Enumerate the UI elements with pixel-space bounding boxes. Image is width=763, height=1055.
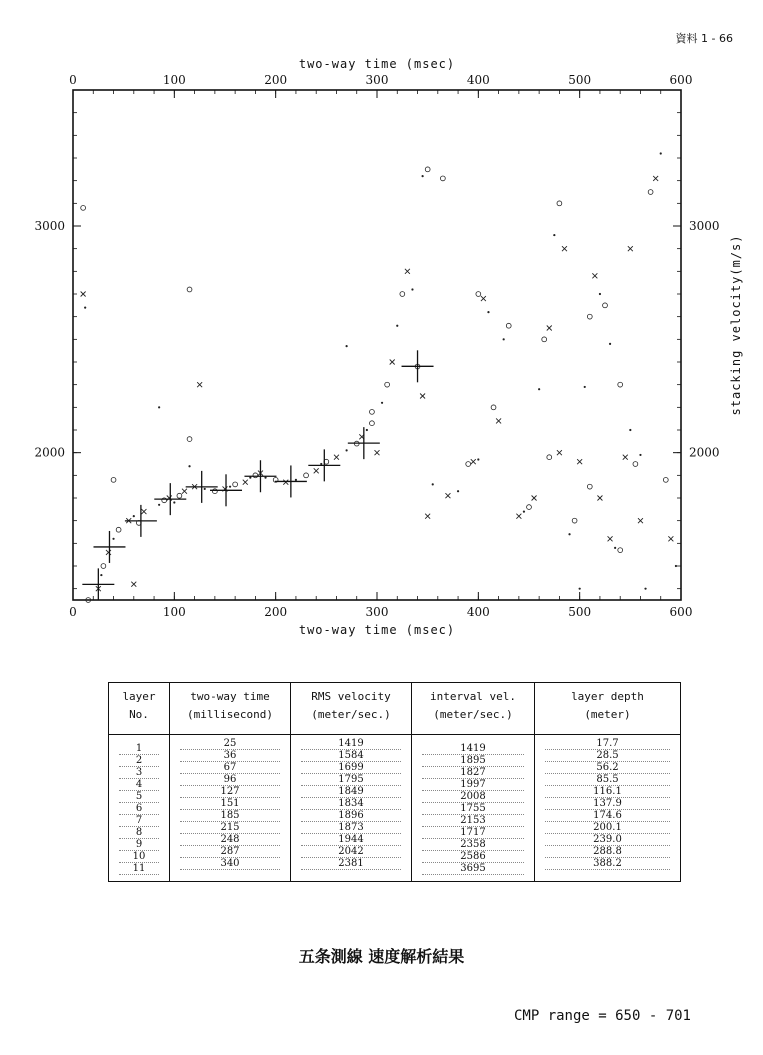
cell-value: 96 xyxy=(221,774,240,785)
semblance-cross xyxy=(131,582,136,587)
semblance-cross xyxy=(471,459,476,464)
semblance-cross xyxy=(638,518,643,523)
cell-value: 1834 xyxy=(335,798,366,809)
semblance-dot xyxy=(112,538,114,540)
x-tick-label-top: 500 xyxy=(568,73,592,87)
column-header-line: two-way time xyxy=(190,690,270,703)
semblance-cross xyxy=(390,360,395,365)
semblance-circle xyxy=(491,405,496,410)
cell-value: 11 xyxy=(130,863,149,874)
table-cell xyxy=(180,846,280,858)
column-header-line: layer xyxy=(122,690,156,703)
layer-column xyxy=(109,735,170,882)
cell-value: 2008 xyxy=(457,791,488,802)
cell-value: 248 xyxy=(217,834,242,845)
cell-value: 10 xyxy=(130,851,149,862)
semblance-circle xyxy=(476,292,481,297)
column-header-line: (millisecond) xyxy=(186,708,274,721)
table-cell xyxy=(301,738,401,750)
cell-value: 1827 xyxy=(457,767,488,778)
column-header-line: interval vel. xyxy=(429,690,517,703)
x-tick-label-top: 600 xyxy=(669,73,693,87)
semblance-dot xyxy=(660,152,662,154)
semblance-circle xyxy=(557,201,562,206)
semblance-dot xyxy=(84,307,86,309)
cell-value: 7 xyxy=(133,815,145,826)
axis-labels xyxy=(34,57,743,637)
semblance-circle xyxy=(370,421,375,426)
x-tick-label-top: 200 xyxy=(264,73,288,87)
semblance-cross xyxy=(106,550,111,555)
table-cell xyxy=(422,851,524,863)
cell-value: 1717 xyxy=(457,827,488,838)
cell-value: 85.5 xyxy=(593,774,621,785)
semblance-cross xyxy=(81,292,86,297)
semblance-dot xyxy=(396,325,398,327)
semblance-cross xyxy=(577,459,582,464)
semblance-cross xyxy=(445,493,450,498)
x-tick-label-top: 0 xyxy=(69,73,77,87)
semblance-cross xyxy=(314,468,319,473)
semblance-circle xyxy=(618,548,623,553)
table-cell xyxy=(119,839,159,851)
x-tick-label-bottom: 100 xyxy=(162,605,186,619)
semblance-circle xyxy=(101,564,106,569)
semblance-dot xyxy=(100,574,102,576)
semblance-circle xyxy=(603,303,608,308)
table-cell xyxy=(422,803,524,815)
table-cell xyxy=(180,786,280,798)
table-cell xyxy=(545,774,670,786)
semblance-dot xyxy=(346,345,348,347)
semblance-dot xyxy=(158,504,160,506)
table-cell xyxy=(301,822,401,834)
cell-value: 2381 xyxy=(335,858,366,869)
cell-value: 1755 xyxy=(457,803,488,814)
depth-column xyxy=(535,735,681,882)
semblance-cross xyxy=(516,514,521,519)
semblance-circle xyxy=(212,489,217,494)
table-cell xyxy=(301,798,401,810)
semblance-cross xyxy=(597,496,602,501)
page-reference: 資料 1 - 66 xyxy=(675,32,733,45)
y-tick-label-right: 2000 xyxy=(689,445,720,460)
table-cell xyxy=(422,767,524,779)
semblance-cross xyxy=(425,514,430,519)
table-cell xyxy=(119,791,159,803)
column-header xyxy=(291,683,412,735)
table-cell xyxy=(180,738,280,750)
cell-value: 9 xyxy=(133,839,145,850)
table-cell xyxy=(301,750,401,762)
table-cell xyxy=(119,755,159,767)
semblance-cross xyxy=(623,455,628,460)
cell-value: 239.0 xyxy=(590,834,625,845)
x-axis-title-top: two-way time (msec) xyxy=(298,57,456,71)
semblance-cross xyxy=(496,418,501,423)
cell-value: 36 xyxy=(221,750,240,761)
table-cell xyxy=(119,767,159,779)
semblance-circle xyxy=(187,437,192,442)
table-cell xyxy=(422,791,524,803)
semblance-cross xyxy=(628,246,633,251)
time-column xyxy=(170,735,291,882)
table-cell xyxy=(180,774,280,786)
semblance-dot xyxy=(477,458,479,460)
cell-value: 1895 xyxy=(457,755,488,766)
semblance-dot xyxy=(579,588,581,590)
semblance-dot xyxy=(422,175,424,177)
cell-value: 5 xyxy=(133,791,145,802)
x-tick-label-top: 100 xyxy=(162,73,186,87)
semblance-dot xyxy=(133,515,135,517)
cell-value: 1699 xyxy=(335,762,366,773)
cell-value: 6 xyxy=(133,803,145,814)
semblance-cross xyxy=(197,382,202,387)
column-header xyxy=(412,683,535,735)
semblance-circle xyxy=(648,190,653,195)
table-cell xyxy=(180,810,280,822)
semblance-circle xyxy=(177,493,182,498)
semblance-cross xyxy=(547,326,552,331)
cmp-range: CMP range = 650 - 701 xyxy=(513,1008,691,1024)
semblance-circle xyxy=(116,527,121,532)
table-cell xyxy=(301,762,401,774)
table-cell xyxy=(545,738,670,750)
semblance-cross xyxy=(141,509,146,514)
semblance-dot xyxy=(614,547,616,549)
table-cell xyxy=(119,743,159,755)
cell-value: 2586 xyxy=(457,851,488,862)
layer-velocity-table xyxy=(108,682,681,882)
cell-value: 1944 xyxy=(335,834,366,845)
table-cell xyxy=(422,839,524,851)
table-cell xyxy=(301,846,401,858)
cell-value: 56.2 xyxy=(593,762,621,773)
cell-value: 288.8 xyxy=(590,846,625,857)
table-header-row xyxy=(109,683,681,735)
cell-value: 1795 xyxy=(335,774,366,785)
semblance-dot xyxy=(538,388,540,390)
cell-value: 3 xyxy=(133,767,145,778)
semblance-circle xyxy=(233,482,238,487)
cell-value: 388.2 xyxy=(590,858,625,869)
table-cell xyxy=(422,743,524,755)
velocity-scatter-chart xyxy=(0,40,763,650)
semblance-cross xyxy=(420,394,425,399)
table-cell xyxy=(545,786,670,798)
table-cell xyxy=(545,858,670,870)
x-tick-label-bottom: 200 xyxy=(264,605,288,619)
table-cell xyxy=(301,786,401,798)
semblance-dot xyxy=(487,311,489,313)
x-tick-label-bottom: 600 xyxy=(669,605,693,619)
cell-value: 215 xyxy=(217,822,242,833)
semblance-dot xyxy=(346,449,348,451)
x-axis-title-bottom: two-way time (msec) xyxy=(298,623,456,637)
cell-value: 340 xyxy=(217,858,242,869)
semblance-dot xyxy=(158,406,160,408)
table-cell xyxy=(119,803,159,815)
semblance-dot xyxy=(629,429,631,431)
cell-value: 127 xyxy=(217,786,242,797)
column-header xyxy=(535,683,681,735)
table-cell xyxy=(301,858,401,870)
column-header-line: RMS velocity xyxy=(311,690,391,703)
cell-value: 1 xyxy=(133,743,145,754)
semblance-circle xyxy=(466,462,471,467)
column-header-line: No. xyxy=(129,708,149,721)
semblance-dot xyxy=(553,234,555,236)
semblance-dot xyxy=(204,488,206,490)
cell-value: 1849 xyxy=(335,786,366,797)
semblance-dot xyxy=(295,479,297,481)
semblance-dot xyxy=(173,501,175,503)
table-cell xyxy=(180,834,280,846)
cell-value: 8 xyxy=(133,827,145,838)
table-cell xyxy=(301,810,401,822)
figure-caption: 五条測線 速度解析結果 xyxy=(298,947,465,966)
cell-value: 2 xyxy=(133,755,145,766)
cell-value: 174.6 xyxy=(590,810,625,821)
plot-frame xyxy=(73,90,681,600)
semblance-dot xyxy=(675,565,677,567)
table-cell xyxy=(119,863,159,875)
x-tick-label-bottom: 500 xyxy=(568,605,592,619)
semblance-circle xyxy=(187,287,192,292)
semblance-dot xyxy=(523,511,525,513)
semblance-dot xyxy=(188,465,190,467)
semblance-dot xyxy=(639,454,641,456)
column-header-line: (meter) xyxy=(584,708,631,721)
column-header xyxy=(109,683,170,735)
semblance-dot xyxy=(366,429,368,431)
column-header-line: layer depth xyxy=(571,690,644,703)
cell-value: 151 xyxy=(217,798,242,809)
table-body-row xyxy=(109,735,681,882)
semblance-cross xyxy=(653,176,658,181)
semblance-circle xyxy=(81,205,86,210)
x-tick-label-bottom: 0 xyxy=(69,605,77,619)
semblance-cross xyxy=(182,489,187,494)
cell-value: 17.7 xyxy=(593,738,621,749)
cell-value: 1419 xyxy=(335,738,366,749)
cell-value: 4 xyxy=(133,779,145,790)
semblance-dot xyxy=(609,343,611,345)
cell-value: 2153 xyxy=(457,815,488,826)
table-cell xyxy=(422,827,524,839)
column-header-line: (meter/sec.) xyxy=(311,708,391,721)
semblance-circle xyxy=(440,176,445,181)
semblance-dot xyxy=(432,483,434,485)
column-header xyxy=(170,683,291,735)
y-axis-title: stacking velocity(m/s) xyxy=(729,234,743,416)
x-tick-label-bottom: 400 xyxy=(466,605,490,619)
semblance-circle xyxy=(253,473,258,478)
semblance-circle xyxy=(425,167,430,172)
table-cell xyxy=(301,774,401,786)
semblance-dot xyxy=(568,533,570,535)
table-cell xyxy=(119,779,159,791)
cell-value: 1997 xyxy=(457,779,488,790)
table-cell xyxy=(422,815,524,827)
table-cell xyxy=(545,822,670,834)
cell-value: 1896 xyxy=(335,810,366,821)
table-cell xyxy=(180,762,280,774)
semblance-circle xyxy=(587,484,592,489)
semblance-circle xyxy=(542,337,547,342)
semblance-cross xyxy=(668,536,673,541)
semblance-dot xyxy=(381,402,383,404)
table-cell xyxy=(180,750,280,762)
cell-value: 3695 xyxy=(457,863,488,874)
semblance-circle xyxy=(385,382,390,387)
semblance-cross xyxy=(532,496,537,501)
table-cell xyxy=(545,834,670,846)
semblance-cross xyxy=(243,480,248,485)
table-cell xyxy=(422,755,524,767)
cell-value: 116.1 xyxy=(590,786,625,797)
x-tick-label-top: 400 xyxy=(466,73,490,87)
semblance-circle xyxy=(618,382,623,387)
semblance-dot xyxy=(229,486,231,488)
cell-value: 67 xyxy=(221,762,240,773)
semblance-circle xyxy=(587,314,592,319)
cell-value: 2042 xyxy=(335,846,366,857)
cell-value: 185 xyxy=(217,810,242,821)
cell-value: 287 xyxy=(217,846,242,857)
semblance-cross xyxy=(557,450,562,455)
cell-value: 137.9 xyxy=(590,798,625,809)
semblance-dot xyxy=(457,490,459,492)
semblance-cross xyxy=(562,246,567,251)
semblance-cross xyxy=(481,296,486,301)
semblance-cross xyxy=(592,273,597,278)
semblance-dot xyxy=(503,338,505,340)
semblance-points xyxy=(81,152,677,602)
rms-column xyxy=(291,735,412,882)
semblance-circle xyxy=(400,292,405,297)
semblance-cross xyxy=(608,536,613,541)
table-cell xyxy=(545,750,670,762)
semblance-circle xyxy=(663,477,668,482)
cell-value: 1419 xyxy=(457,743,488,754)
semblance-cross xyxy=(283,480,288,485)
semblance-dot xyxy=(584,386,586,388)
semblance-circle xyxy=(506,323,511,328)
layer-table-container xyxy=(108,682,681,882)
semblance-circle xyxy=(111,477,116,482)
table-cell xyxy=(545,798,670,810)
semblance-cross xyxy=(334,455,339,460)
table-cell xyxy=(301,834,401,846)
semblance-dot xyxy=(599,293,601,295)
semblance-circle xyxy=(527,505,532,510)
semblance-cross xyxy=(375,450,380,455)
semblance-dot xyxy=(411,288,413,290)
y-tick-label-left: 3000 xyxy=(34,219,65,233)
interval-column xyxy=(412,735,535,882)
table-cell xyxy=(180,858,280,870)
y-tick-label-right: 3000 xyxy=(689,219,720,233)
table-cell xyxy=(545,762,670,774)
semblance-circle xyxy=(572,518,577,523)
semblance-circle xyxy=(633,462,638,467)
table-cell xyxy=(119,827,159,839)
cell-value: 1873 xyxy=(335,822,366,833)
table-cell xyxy=(119,851,159,863)
table-cell xyxy=(119,815,159,827)
cell-value: 200.1 xyxy=(590,822,625,833)
axes xyxy=(73,90,681,600)
semblance-circle xyxy=(304,473,309,478)
y-tick-label-left: 2000 xyxy=(34,445,65,460)
semblance-dot xyxy=(644,588,646,590)
cell-value: 25 xyxy=(221,738,240,749)
table-cell xyxy=(545,810,670,822)
table-cell xyxy=(180,798,280,810)
semblance-circle xyxy=(547,455,552,460)
x-tick-label-top: 300 xyxy=(365,73,389,87)
table-cell xyxy=(180,822,280,834)
semblance-cross xyxy=(405,269,410,274)
semblance-circle xyxy=(370,409,375,414)
table-cell xyxy=(545,846,670,858)
column-header-line: (meter/sec.) xyxy=(433,708,513,721)
table-cell xyxy=(422,779,524,791)
x-tick-label-bottom: 300 xyxy=(365,605,389,619)
cell-value: 2358 xyxy=(457,839,488,850)
table-cell xyxy=(422,863,524,875)
cell-value: 28.5 xyxy=(593,750,621,761)
cell-value: 1584 xyxy=(335,750,366,761)
